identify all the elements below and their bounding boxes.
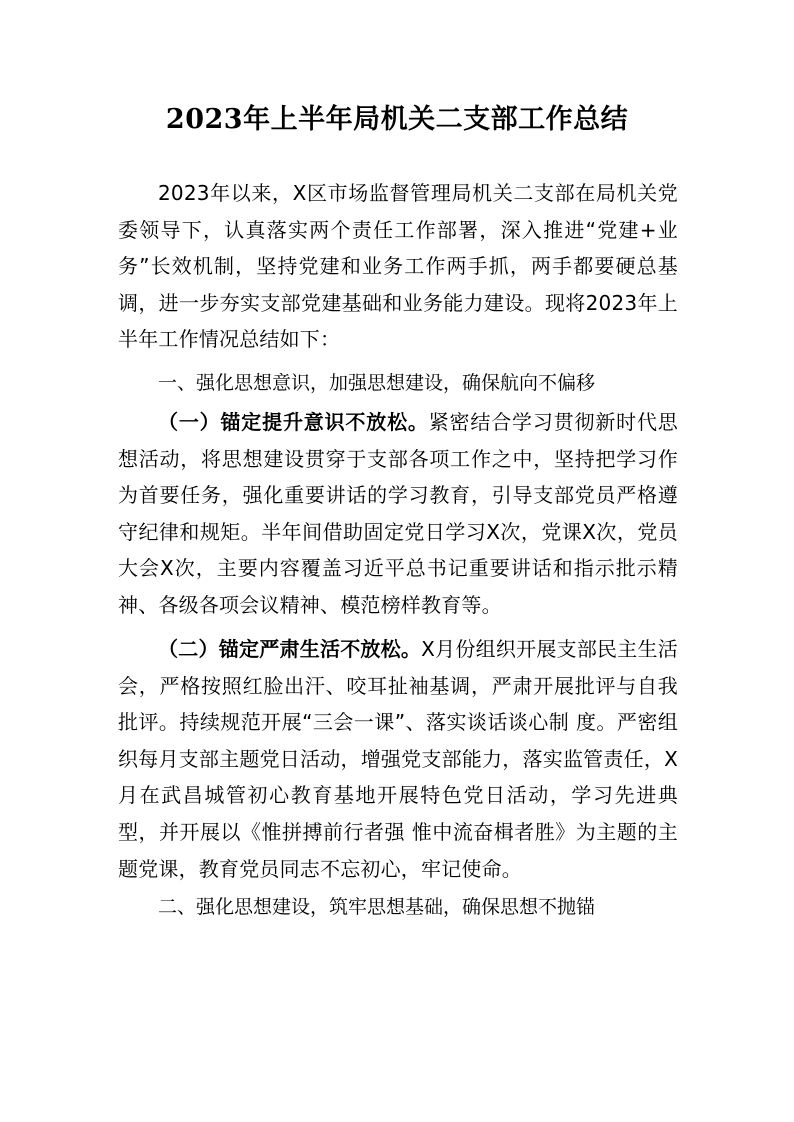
- document-title: 2023年上半年局机关二支部工作总结: [165, 104, 629, 135]
- item-one-paragraph: [118, 404, 678, 624]
- item-two-lead: （二）锚定严肃生活不放松。: [158, 637, 422, 661]
- item-two-paragraph: [118, 631, 678, 887]
- intro-paragraph: 2023年以来，X区市场监督管理局机关二支部在局机关党委领导下，认真落实两个责任工作部署，深入推进“党建+业务”长效机制，坚持党建和业务工作两手抓，两手都要硬总基调，进一步夯实支部党建基础和业务能力建设。现将2023年上半年工作情况总结如下：: [118, 181, 678, 352]
- item-one-text: 紧密结合学习贯彻新时代思想活动，将思想建设贯穿于支部各项工作之中，坚持把学习作为首要任务，强化重要讲话的学习教育，引导支部党员严格遵守纪律和规矩。半年间借助固定党日学习X次，党课X次，党员大会X次，主要内容覆盖习近平总书记重要讲话和指示批示精神、各级各项会议精神、模范榜样教育等。: [118, 410, 678, 617]
- item-one-lead: （一）锚定提升意识不放松。: [158, 410, 429, 434]
- item-two-text: X月份组织开展支部民主生活会，严格按照红脸出汗、咬耳扯袖基调，严肃开展批评与自我批评。持续规范开展“三会一课”、落实谈话谈心制 度。严密组织每月支部主题党日活动，增强党支部能力，落实监管责任，X月在武昌城管初心教育基地开展特色党日活动，学习先进典型，并开展以《惟拼搏前行者强 惟中流奋楫者胜》为主题的主题党课，教育党员同志不忘初心，牢记使命。: [118, 637, 678, 881]
- section-one-heading: 一、强化思想意识，加强思想建设，确保航向不偏移: [158, 372, 596, 394]
- section-two-heading: 二、强化思想建设，筑牢思想基础，确保思想不抛锚: [158, 896, 596, 918]
